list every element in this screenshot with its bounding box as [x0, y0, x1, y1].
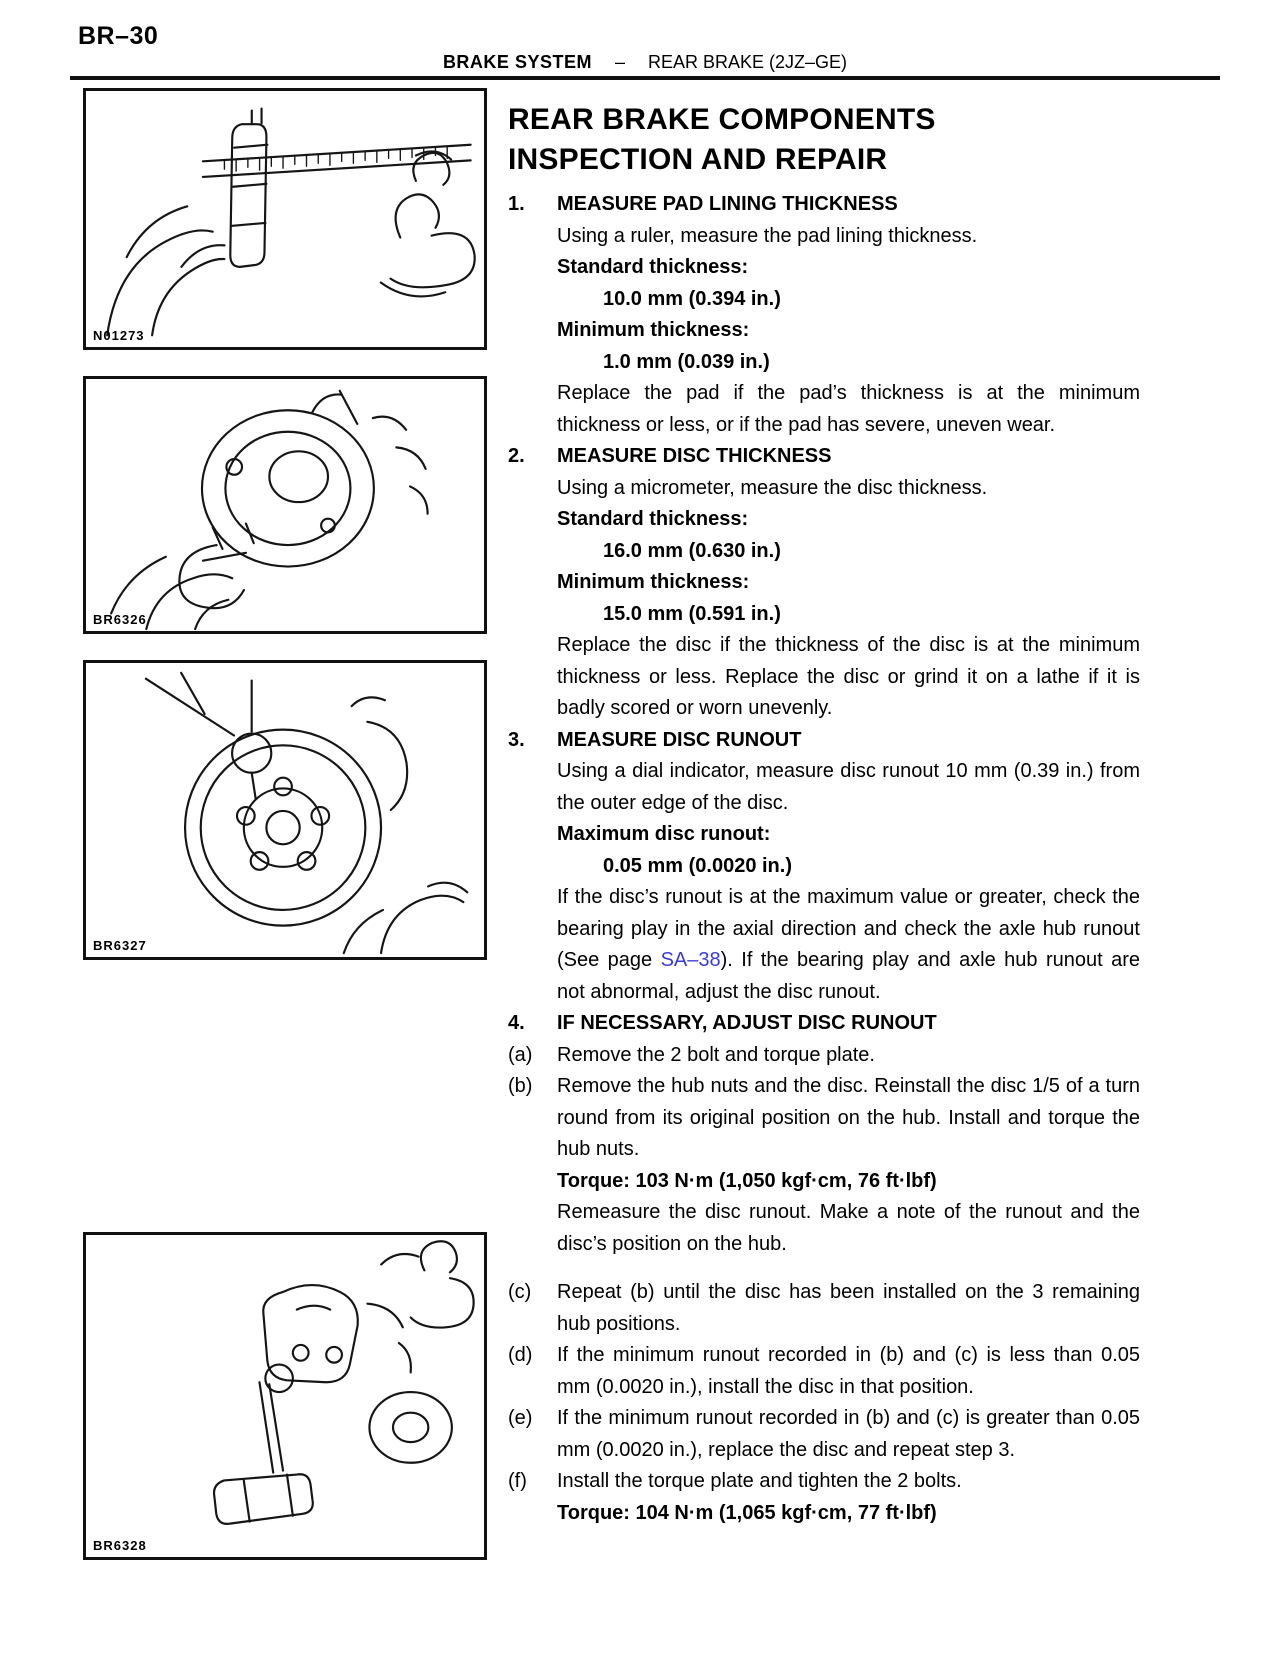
figure-disc-thickness-measurement: [83, 376, 487, 634]
step-text: Remove the hub nuts and the disc. Reinstall the disc 1/5 of a turn round from its original position on the hub. Install and torque the hub nuts.: [557, 1075, 1140, 1160]
step-f: [508, 1466, 1140, 1498]
section-number: 3.: [508, 728, 525, 751]
section-heading: MEASURE DISC THICKNESS: [557, 445, 832, 467]
step-text: If the minimum runout recorded in (b) and (c) is greater than 0.05 mm (0.0020 in.), replace the disc and repeat step 3.: [557, 1407, 1140, 1461]
runout-adjustment-illustration: [86, 1235, 484, 1557]
pad-lining-illustration: [86, 91, 484, 347]
note-paragraph: Remeasure the disc runout. Make a note of the runout and the disc’s position on the hub.: [557, 1201, 1140, 1255]
disc-thickness-illustration: [86, 379, 484, 631]
spec-value: 16.0 mm (0.630 in.): [603, 539, 781, 562]
page-title-line2: INSPECTION AND REPAIR: [508, 143, 888, 176]
figure-label: BR6328: [93, 1538, 147, 1553]
header-section-title: REAR BRAKE (2JZ–GE): [648, 52, 848, 72]
spec-label: Standard thickness:: [557, 256, 749, 278]
step-e: [508, 1403, 1140, 1466]
procedure-text-column: [508, 100, 1140, 1529]
step-b: [508, 1071, 1140, 1166]
section-number: 1.: [508, 193, 525, 215]
step-letter: (e): [508, 1407, 533, 1429]
step-text: Repeat (b) until the disc has been installed on the 3 remaining hub positions.: [557, 1281, 1140, 1335]
paragraph-gap: [508, 1260, 1140, 1277]
note-paragraph: Replace the disc if the thickness of the disc is at the minimum thickness or less. Replace the disc or grind it on a lathe if it is badly scored or worn unevenly.: [557, 634, 1140, 719]
figure-pad-lining-measurement: [83, 88, 487, 350]
step-a: [508, 1040, 1140, 1072]
torque-spec: Torque: 104 N·m (1,065 kgf·cm, 77 ft·lbf): [557, 1501, 937, 1524]
section-measure-disc-thickness: [508, 441, 1140, 725]
intro-paragraph: Using a ruler, measure the pad lining thickness.: [557, 224, 978, 247]
torque-spec: Torque: 103 N·m (1,050 kgf·cm, 76 ft·lbf): [557, 1169, 937, 1192]
step-c: [508, 1277, 1140, 1340]
figure-label: N01273: [93, 328, 145, 343]
step-letter: (c): [508, 1281, 532, 1303]
step-letter: (d): [508, 1344, 533, 1366]
spec-value: 10.0 mm (0.394 in.): [603, 287, 781, 310]
page-number: BR–30: [78, 22, 159, 50]
note-text-after-link: ). If the bearing play and axle hub runout are not abnormal, adjust the disc runout.: [557, 949, 1140, 1003]
running-header: [70, 52, 1220, 73]
figure-disc-runout-measurement: [83, 660, 487, 960]
spec-label: Maximum disc runout:: [557, 823, 771, 845]
step-text: If the minimum runout recorded in (b) and (c) is less than 0.05 mm (0.0020 in.), install the disc in that position.: [557, 1344, 1140, 1398]
spec-value: 0.05 mm (0.0020 in.): [603, 854, 792, 877]
section-measure-disc-runout: [508, 725, 1140, 1009]
note-paragraph: [557, 882, 1140, 1008]
step-letter: (f): [508, 1470, 527, 1492]
spec-value: 1.0 mm (0.039 in.): [603, 350, 770, 373]
figure-label: BR6327: [93, 938, 147, 953]
section-heading: MEASURE DISC RUNOUT: [557, 728, 802, 751]
disc-runout-illustration: [86, 663, 484, 957]
section-number: 4.: [508, 1012, 525, 1034]
step-text: Install the torque plate and tighten the 2 bolts.: [557, 1470, 962, 1492]
intro-paragraph: Using a dial indicator, measure disc runout 10 mm (0.39 in.) from the outer edge of the disc.: [557, 760, 1140, 814]
figure-disc-runout-adjustment: [83, 1232, 487, 1560]
header-system-title: BRAKE SYSTEM: [442, 52, 592, 72]
section-heading: IF NECESSARY, ADJUST DISC RUNOUT: [557, 1012, 937, 1034]
intro-paragraph: Using a micrometer, measure the disc thickness.: [557, 476, 988, 499]
step-letter: (a): [508, 1043, 533, 1066]
header-rule: [70, 76, 1220, 80]
spec-label: Minimum thickness:: [557, 319, 750, 341]
section-adjust-disc-runout: [508, 1008, 1140, 1529]
section-measure-pad-lining: [508, 189, 1140, 441]
spec-label: Standard thickness:: [557, 508, 749, 530]
section-heading: MEASURE PAD LINING THICKNESS: [557, 193, 898, 215]
page-title: [508, 100, 1140, 180]
note-text-before-link: If the disc’s runout is at the maximum value or greater, check the bearing play in the axial direction and check the axle hub runout (See page: [557, 886, 1140, 971]
page-title-line1: REAR BRAKE COMPONENTS: [508, 103, 936, 136]
step-d: [508, 1340, 1140, 1403]
note-paragraph: Replace the pad if the pad’s thickness is at the minimum thickness or less, or if the pad has severe, uneven wear.: [557, 382, 1140, 436]
step-text: Remove the 2 bolt and torque plate.: [557, 1043, 875, 1066]
spec-value: 15.0 mm (0.591 in.): [603, 602, 781, 625]
figure-label: BR6326: [93, 612, 147, 627]
sa-38-page-link[interactable]: SA–38: [660, 949, 721, 971]
spec-label: Minimum thickness:: [557, 571, 750, 593]
section-number: 2.: [508, 445, 525, 467]
step-letter: (b): [508, 1075, 533, 1097]
header-dash: –: [614, 52, 625, 72]
